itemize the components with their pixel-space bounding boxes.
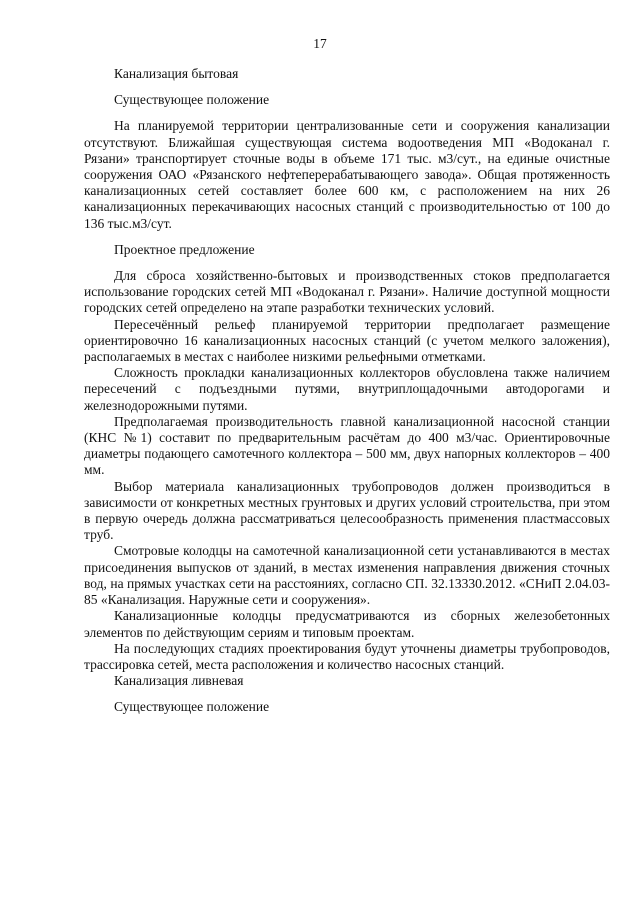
paragraph-next-stages: На последующих стадиях проектирования будут уточнены диаметры трубопроводов, трассировка сетей, места расположения и количество насосных станций. <box>84 640 610 672</box>
paragraph-inspection-wells: Смотровые колодцы на самотечной канализационной сети устанавливаются в местах присоединения выпусков от зданий, в местах изменения направления движения сточных вод, на прямых участках сети на расстояниях, согласно СП. 32.13330.2012. «СНиП 2.04.03-85 «Канализация. Наружные сети и сооружения». <box>84 543 610 608</box>
paragraph-concrete-wells: Канализационные колодцы предусматриваются из сборных железобетонных элементов по действующим сериям и типовым проектам. <box>84 608 610 640</box>
page-number: 17 <box>313 36 327 51</box>
paragraph-existing-network: На планируемой территории централизованные сети и сооружения канализации отсутствуют. Ближайшая существующая система водоотведения МП «Водоканал г. Рязани» транспортирует сточные воды в объеме 171 тыс. м3/сут., на единые очистные сооружения ОАО «Рязанского нефтеперерабатывающего завода». Общая протяженность канализационных сетей составляет более 600 км, с расположением на них 26 канализационных перекачивающих насосных станций с производительностью от 100 до 136 тыс.м3/сут. <box>84 118 610 231</box>
subheading-existing-situation: Существующее положение <box>114 92 270 108</box>
document-body <box>84 66 610 716</box>
paragraph-collector-crossings: Сложность прокладки канализационных коллекторов обусловлена также наличием пересечений с подъездными путями, внутриплощадочными автодорогами и железнодорожными путями. <box>84 365 610 413</box>
subheading-existing-situation-storm: Существующее положение <box>114 699 270 715</box>
paragraph-pipe-material: Выбор материала канализационных трубопроводов должен производиться в зависимости от конкретных местных грунтовых и других условий строительства, при этом в первую очередь должна рассматриваться целесообразность применения пластмассовых труб. <box>84 478 610 543</box>
section-heading-domestic-sewerage: Канализация бытовая <box>114 66 239 81</box>
section-heading-storm-sewerage: Канализация ливневая <box>114 673 244 689</box>
paragraph-main-pump-station: Предполагаемая производительность главной канализационной насосной станции (КНС №1) составит по предварительным расчётам до 400 м3/час. Ориентировочные диаметры подающего самотечного коллектора – 500 мм, двух напорных коллекторов – 400 мм. <box>84 413 610 478</box>
paragraph-discharge: Для сброса хозяйственно-бытовых и производственных стоков предполагается использование городских сетей МП «Водоканал г. Рязани». Наличие доступной мощности городских сетей определено на этапе разработки технических условий. <box>84 268 610 316</box>
subheading-project-proposal: Проектное предложение <box>114 241 255 257</box>
paragraph-pumping-stations: Пересечённый рельеф планируемой территории предполагает размещение ориентировочно 16 канализационных насосных станций (с учетом мелкого заложения), располагаемых в местах с наиболее низкими рельефными отметками. <box>84 316 610 365</box>
